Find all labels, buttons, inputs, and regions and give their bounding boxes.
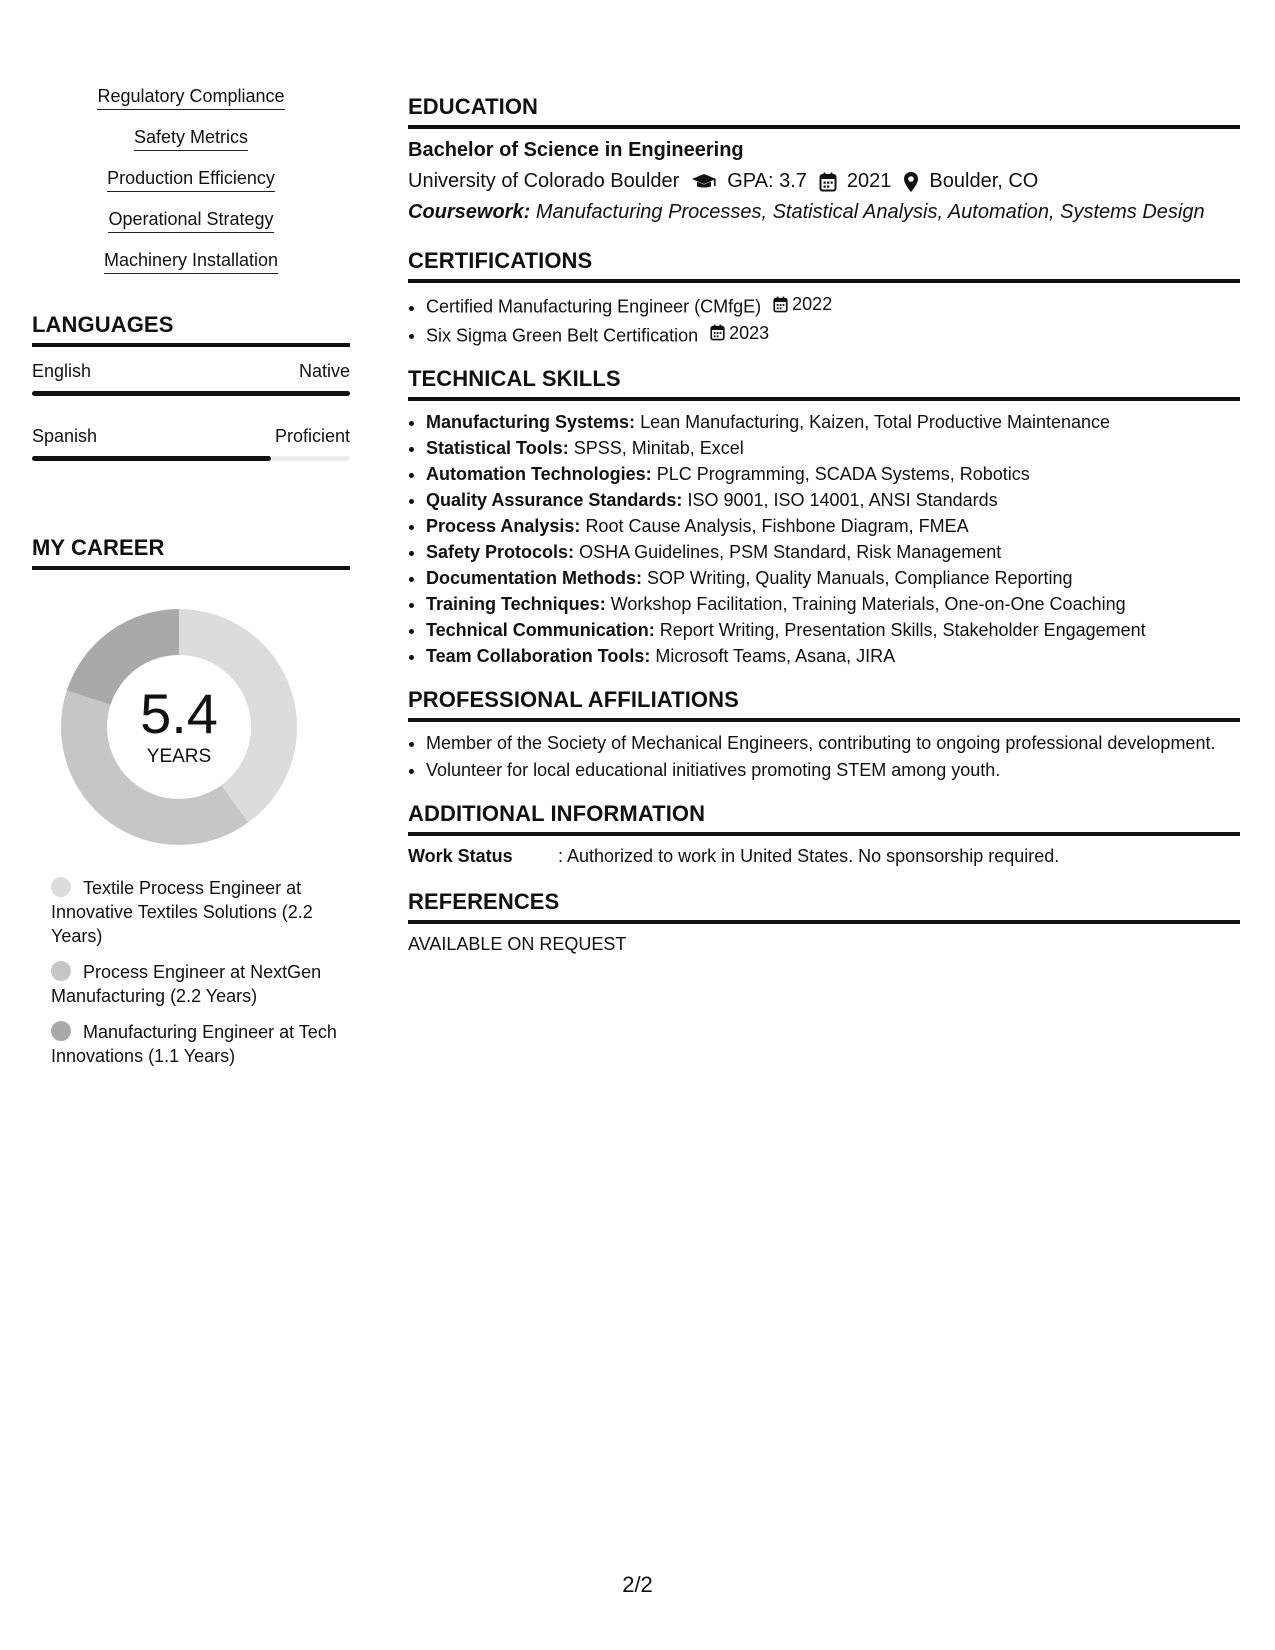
affiliations-list [408, 732, 1240, 781]
main-column [408, 94, 1240, 955]
language-name: English [32, 361, 92, 381]
certification-date [773, 293, 832, 315]
language-row [32, 361, 350, 382]
skill-label: Operational Strategy [108, 209, 273, 233]
coursework-value: Manufacturing Processes, Statistical Analysis, Automation, Systems Design [535, 201, 1205, 223]
work-status-label: Work Status [408, 846, 513, 866]
language-name: Spanish [32, 426, 98, 446]
technical-skill-item [426, 411, 1240, 433]
technical-skill-item [426, 489, 1240, 511]
legend-item [51, 960, 341, 1008]
legend-item [51, 876, 341, 948]
skill-category: Statistical Tools: [426, 438, 569, 458]
skill-values: PLC Programming, SCADA Systems, Robotics [656, 464, 1030, 484]
language-bar-fill [32, 456, 271, 461]
technical-skills-title: TECHNICAL SKILLS [408, 366, 1240, 401]
skill-values: SPSS, Minitab, Excel [573, 438, 744, 458]
calendar-icon [819, 172, 837, 192]
education-details [408, 170, 1240, 193]
sidebar [32, 86, 350, 1080]
skill-category: Team Collaboration Tools: [426, 646, 651, 666]
career-donut [54, 602, 304, 852]
skill-values: Root Cause Analysis, Fishbone Diagram, FMEA [585, 516, 969, 536]
graduation-year: 2021 [846, 170, 892, 192]
language-bar-fill [32, 391, 350, 396]
gpa: GPA: 3.7 [727, 170, 807, 192]
location: Boulder, CO [929, 170, 1039, 192]
certification-name: Six Sigma Green Belt Certification [426, 325, 699, 345]
legend-label: Manufacturing Engineer at Tech Innovations (1.1 Years) [51, 1022, 337, 1066]
career-total-unit: YEARS [146, 746, 212, 767]
technical-skill-item [426, 619, 1240, 641]
certification-name: Certified Manufacturing Engineer (CMfgE) [426, 296, 762, 317]
references-section [408, 889, 1240, 955]
certification-item [426, 322, 1240, 347]
technical-skills-list [408, 411, 1240, 667]
technical-skill-item [426, 567, 1240, 589]
language-row [32, 426, 350, 447]
certifications-section [408, 248, 1240, 346]
coursework [408, 201, 1240, 224]
additional-section [408, 801, 1240, 867]
work-status-value: : Authorized to work in United States. No sponsorship required. [558, 846, 1060, 866]
education-title: EDUCATION [408, 94, 1240, 129]
skill-category: Documentation Methods: [426, 568, 642, 588]
references-title: REFERENCES [408, 889, 1240, 924]
technical-skill-item [426, 541, 1240, 563]
school-name: University of Colorado Boulder [408, 170, 680, 192]
skill-category: Safety Protocols: [426, 542, 575, 562]
graduation-cap-icon [691, 173, 717, 191]
skill-category: Quality Assurance Standards: [426, 490, 683, 510]
legend-label: Textile Process Engineer at Innovative Textiles Solutions (2.2 Years) [51, 878, 313, 946]
technical-skill-item [426, 463, 1240, 485]
languages-title: LANGUAGES [32, 312, 350, 347]
skill-label: Machinery Installation [104, 250, 278, 274]
degree: Bachelor of Science in Engineering [408, 139, 744, 161]
legend-dot [51, 961, 71, 981]
skill-values: Report Writing, Presentation Skills, Stakeholder Engagement [659, 620, 1146, 640]
certification-item [426, 293, 1240, 318]
map-pin-icon [903, 171, 919, 193]
skill-values: Workshop Facilitation, Training Materials, One-on-One Coaching [610, 594, 1126, 614]
calendar-icon [773, 296, 788, 313]
calendar-icon [710, 324, 725, 341]
skill-label: Regulatory Compliance [97, 86, 284, 110]
legend-label: Process Engineer at NextGen Manufacturing (2.2 Years) [51, 962, 322, 1006]
skill-item [32, 86, 350, 110]
references-text: AVAILABLE ON REQUEST [408, 934, 627, 954]
skill-label: Safety Metrics [134, 127, 248, 151]
skill-category: Process Analysis: [426, 516, 581, 536]
career-legend [51, 876, 341, 1068]
skill-category: Manufacturing Systems: [426, 412, 636, 432]
legend-dot [51, 1021, 71, 1041]
skill-item [32, 209, 350, 233]
coursework-label: Coursework: [408, 201, 531, 223]
skill-item [32, 168, 350, 192]
page-number: 2/2 [622, 1572, 653, 1597]
skill-category: Training Techniques: [426, 594, 606, 614]
career-section [32, 535, 350, 1068]
certification-list [408, 293, 1240, 346]
technical-skills-section [408, 366, 1240, 667]
certifications-title: CERTIFICATIONS [408, 248, 1240, 283]
skill-values: ISO 9001, ISO 14001, ANSI Standards [687, 490, 998, 510]
technical-skill-item [426, 593, 1240, 615]
skill-category: Automation Technologies: [426, 464, 652, 484]
technical-skill-item [426, 645, 1240, 667]
skill-values: Lean Manufacturing, Kaizen, Total Productive Maintenance [640, 412, 1111, 432]
skill-values: Microsoft Teams, Asana, JIRA [655, 646, 896, 666]
certification-year: 2022 [792, 294, 833, 314]
technical-skill-item [426, 437, 1240, 459]
skill-list [32, 86, 350, 274]
donut-center [54, 602, 304, 852]
skill-category: Technical Communication: [426, 620, 655, 640]
affiliation-item: • Volunteer for local educational initiatives promoting STEM among youth. [426, 759, 1240, 781]
language-level: Proficient [274, 426, 350, 446]
certification-date [710, 322, 769, 344]
technical-skill-item [426, 515, 1240, 537]
career-title: MY CAREER [32, 535, 350, 570]
work-status-row [408, 846, 1240, 867]
legend-item [51, 1020, 341, 1068]
skill-item [32, 127, 350, 151]
certification-year: 2023 [729, 322, 770, 343]
languages-section [32, 312, 350, 461]
skill-item [32, 250, 350, 274]
language-bar [32, 456, 350, 461]
skill-values: SOP Writing, Quality Manuals, Compliance Reporting [647, 568, 1073, 588]
skill-label: Production Efficiency [107, 168, 275, 192]
additional-title: ADDITIONAL INFORMATION [408, 801, 1240, 836]
education-section [408, 94, 1240, 224]
affiliations-title: PROFESSIONAL AFFILIATIONS [408, 687, 1240, 722]
affiliations-section [408, 687, 1240, 781]
legend-dot [51, 877, 71, 897]
language-bar [32, 391, 350, 396]
career-total-value: 5.4 [140, 682, 218, 745]
affiliation-item: • Member of the Society of Mechanical Engineers, contributing to ongoing professional development. [426, 732, 1240, 754]
skill-values: OSHA Guidelines, PSM Standard, Risk Management [579, 542, 1002, 562]
language-level: Native [298, 361, 350, 381]
